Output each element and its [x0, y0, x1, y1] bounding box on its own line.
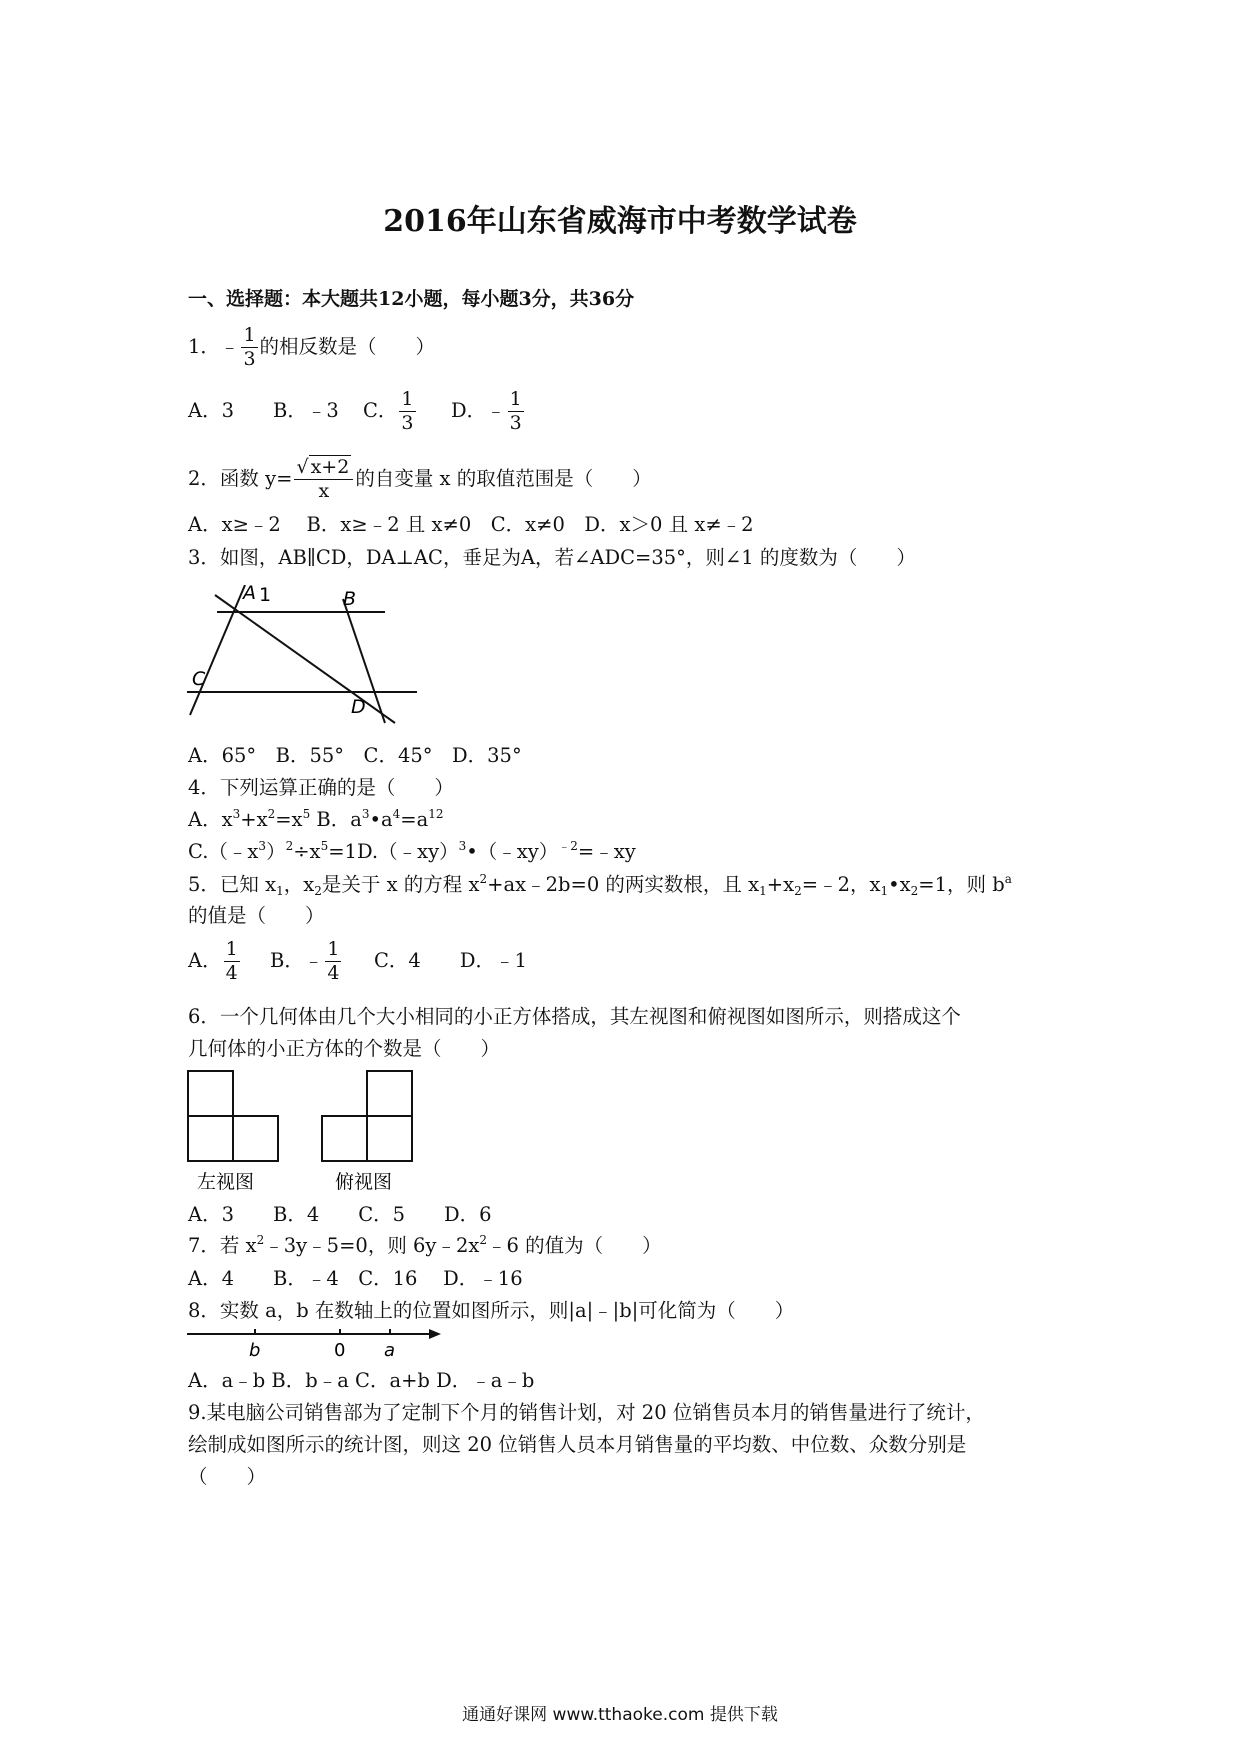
q1-number: 1．	[188, 335, 220, 358]
q1-fraction-numerator: 1	[243, 324, 256, 346]
q4-c-text: ÷x	[293, 840, 321, 863]
question-2	[188, 458, 652, 501]
question-5	[188, 872, 1012, 898]
q1-option-c	[363, 390, 451, 433]
question-1	[188, 326, 435, 369]
q4-a-exp: 2	[267, 807, 276, 821]
q4-b-exp: 3	[361, 807, 370, 821]
q4-c-exp: 5	[320, 839, 329, 853]
label-d: D	[351, 696, 366, 718]
q4-c-exp: 3	[258, 839, 267, 853]
q8-number-line	[185, 1324, 445, 1362]
q7-options: A．4 B．﹣4 C．16 D．﹣16	[188, 1267, 523, 1290]
q4-b-text: =a	[400, 808, 429, 831]
q1-option-c-label: C．	[363, 399, 398, 422]
q5-options	[188, 940, 527, 983]
q2-sqrt-icon: √	[296, 456, 309, 478]
q4-d-text: •（﹣xy）	[466, 840, 559, 863]
question-1-options	[188, 390, 526, 433]
q5-text: 5．已知 x	[188, 873, 277, 896]
q7-text: 7．若 x	[188, 1234, 257, 1257]
q1-option-d-fraction	[508, 390, 524, 433]
q2-options: A．x≥﹣2 B．x≥﹣2 且 x≠0 C．x≠0 D．x＞0 且 x≠﹣2	[188, 513, 754, 536]
q5-stem-line2: 的值是（ ）	[188, 904, 325, 927]
q4-b-exp: 12	[428, 807, 444, 821]
q5-text: =1，则 b	[918, 873, 1005, 896]
q5-option-a	[188, 940, 270, 983]
q1-option-b: B．﹣3	[273, 399, 339, 422]
label-a: A	[243, 585, 256, 604]
q5-option-a-label: A．	[188, 949, 222, 972]
top-view-caption: 俯视图	[335, 1171, 393, 1193]
q8-options: A．a﹣b B．b﹣a C．a+b D．﹣a﹣b	[188, 1369, 535, 1392]
question-4: 4．下列运算正确的是（ ）	[188, 776, 454, 799]
q5-sub: 2	[314, 884, 322, 898]
q9-stem-line3: （ ）	[188, 1465, 267, 1488]
q9-stem-line2: 绘制成如图所示的统计图，则这 20 位销售人员本月销售量的平均数、中位数、众数分别是	[188, 1433, 967, 1456]
q9-stem-line1: 9.某电脑公司销售部为了定制下个月的销售计划，对 20 位销售员本月的销售量进行了统计，	[188, 1401, 985, 1424]
q5-exp: a	[1004, 872, 1012, 886]
q5-option-a-fraction	[224, 940, 240, 983]
q1-stem: 的相反数是（ ）	[259, 335, 436, 358]
q5-text: =﹣2，x	[801, 873, 881, 896]
label-b: B	[343, 588, 357, 610]
q1-option-d-label: D．﹣	[451, 399, 506, 422]
q5-option-b-fraction	[325, 940, 341, 983]
footer-text: 通通好课网 www.tthaoke.com 提供下载	[462, 1705, 778, 1725]
axis-arrow-icon	[429, 1329, 441, 1339]
q4-options-cd	[188, 839, 636, 865]
q5-option-b-denominator: 4	[327, 962, 340, 984]
q4-a-text: +x	[240, 808, 268, 831]
label-angle-1: 1	[259, 585, 272, 606]
q2-radicand: x+2	[310, 456, 350, 478]
q4-d-exp: ﹣2	[558, 839, 578, 853]
q1-option-d-numerator: 1	[509, 388, 522, 410]
question-3: 3．如图，AB∥CD，DA⊥AC，垂足为A，若∠ADC=35°，则∠1 的度数为（ ）	[188, 546, 916, 569]
q6-options: A．3 B．4 C．5 D．6	[188, 1203, 492, 1226]
q2-denominator: x	[318, 480, 330, 502]
q6-stem-line1: 6．一个几何体由几个大小相同的小正方体搭成，其左视图和俯视图如图所示，则搭成这个	[188, 1005, 961, 1028]
section-heading: 一、选择题：本大题共12小题，每小题3分，共36分	[188, 288, 635, 310]
q5-text: +ax﹣2b=0 的两实数根，且 x	[487, 873, 760, 896]
q4-d-text: D.（﹣xy）	[356, 840, 459, 863]
q1-option-c-denominator: 3	[401, 412, 414, 434]
q7-text: ﹣6 的值为（ ）	[487, 1234, 662, 1257]
q1-negative-sign: ﹣	[219, 335, 240, 358]
q5-option-b-numerator: 1	[327, 938, 340, 960]
top-view-squares	[322, 1071, 412, 1161]
q1-fraction-denominator: 3	[243, 348, 256, 370]
q5-option-b-label: B．﹣	[270, 949, 324, 972]
line-ac	[190, 585, 245, 715]
q5-text: •x	[888, 873, 911, 896]
q4-b-text: B．a	[310, 808, 362, 831]
q3-options: A．65° B．55° C．45° D．35°	[188, 744, 522, 767]
page-title: 2016年山东省威海市中考数学试卷	[383, 204, 857, 239]
q3-figure	[185, 585, 425, 727]
q5-sub: 2	[794, 884, 802, 898]
q1-option-d-denominator: 3	[509, 412, 522, 434]
q7-text: ﹣3y﹣5=0，则 6y﹣2x	[264, 1234, 480, 1257]
q1-option-d	[451, 390, 526, 433]
question-8: 8．实数 a，b 在数轴上的位置如图所示，则|a|﹣|b|可化简为（ ）	[188, 1299, 795, 1322]
q7-exp: 2	[479, 1233, 487, 1247]
q5-text: 是关于 x 的方程 x	[321, 873, 480, 896]
q1-option-c-numerator: 1	[401, 388, 414, 410]
q5-option-a-denominator: 4	[225, 962, 238, 984]
q5-options-cd: C．4 D．﹣1	[374, 949, 527, 972]
q4-c-text: C.（﹣x	[188, 840, 259, 863]
q2-stem: 的自变量 x 的取值范围是（ ）	[355, 467, 652, 490]
q4-options-ab	[188, 807, 444, 833]
q4-a-text: A．x	[188, 808, 233, 831]
q5-text: ，x	[283, 873, 315, 896]
q6-stem-line2: 几何体的小正方体的个数是（ ）	[188, 1037, 501, 1060]
q6-figure	[185, 1068, 435, 1194]
q1-fraction	[241, 326, 257, 369]
q5-option-b	[270, 940, 374, 983]
question-7	[188, 1233, 662, 1259]
q5-text: +x	[766, 873, 795, 896]
line-ad	[215, 595, 395, 723]
q4-a-text: =x	[275, 808, 303, 831]
q1-option-a: A．3	[188, 399, 234, 422]
q4-a-exp: 3	[232, 807, 241, 821]
q4-b-exp: 4	[392, 807, 401, 821]
q2-fraction	[294, 458, 353, 501]
q5-sub: 1	[276, 884, 284, 898]
left-view-caption: 左视图	[197, 1171, 255, 1193]
label-c: C	[192, 668, 206, 690]
q2-number: 2．函数 y=	[188, 467, 293, 490]
q4-d-text: =﹣xy	[577, 840, 636, 863]
q5-sub: 1	[759, 884, 767, 898]
q5-sub: 2	[910, 884, 919, 898]
q5-exp: 2	[479, 872, 488, 886]
q1-option-c-fraction	[399, 390, 415, 433]
q4-d-exp: 3	[458, 839, 467, 853]
q4-c-exp: 2	[285, 839, 294, 853]
q4-b-text: •a	[369, 808, 393, 831]
point-b-label: b	[249, 1340, 261, 1361]
q5-option-a-numerator: 1	[225, 938, 238, 960]
q7-exp: 2	[256, 1233, 265, 1247]
left-view-squares	[188, 1071, 278, 1161]
q4-a-exp: 5	[302, 807, 311, 821]
origin-label: 0	[334, 1340, 346, 1361]
point-a-label: a	[384, 1340, 396, 1361]
q4-c-text: =1	[328, 840, 357, 863]
q2-numerator	[294, 458, 353, 480]
q5-sub: 1	[880, 884, 889, 898]
q4-c-text: ）	[266, 840, 286, 863]
